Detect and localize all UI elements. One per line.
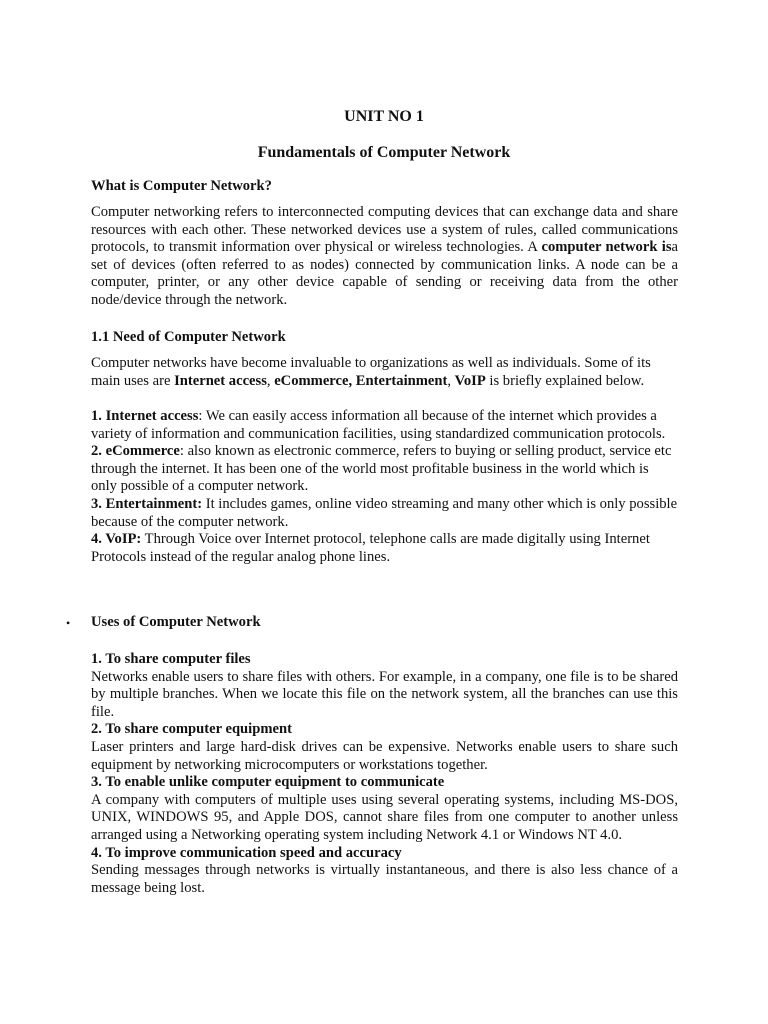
bullet-icon: •	[66, 616, 71, 630]
section-heading-need: 1.1 Need of Computer Network	[91, 329, 286, 345]
intro-bold-term: computer network is	[541, 239, 672, 256]
intro-text-2-lead: A	[527, 239, 542, 256]
document-title: Fundamentals of Computer Network	[257, 144, 511, 161]
need-item-label: 1. Internet access	[91, 408, 199, 424]
need-intro-paragraph	[91, 355, 678, 390]
intro-text-2-rest: a set of devices (often referred to as nodes) connected by communication links. A node can be a computer, printer, or any other device capable of sending or receiving data from the other node/device through the network.	[91, 239, 679, 308]
need-item-internet	[91, 408, 678, 443]
need-list	[91, 408, 678, 566]
unit-title: UNIT NO 1	[344, 108, 424, 125]
need-bold-ecommerce: eCommerce, Entertainment	[274, 372, 448, 389]
uses-item	[91, 845, 678, 898]
need-item-text: : also known as electronic commerce, refers to buying or selling product, service etc through the internet. It has been one of the world most profitable business in the world which is only possible of a computer network.	[91, 443, 672, 495]
uses-list	[91, 651, 678, 897]
uses-item-text: A company with computers of multiple uses using several operating systems, including MS-DOS, UNIX, WINDOWS 95, and Apple DOS, cannot share files from one computer to another unless arranged using a Networking operating system including Network 4.1 or Windows NT 4.0.	[91, 791, 678, 843]
uses-item-heading: 4. To improve communication speed and accuracy	[91, 844, 402, 861]
need-item-ecommerce	[91, 443, 678, 496]
uses-item	[91, 774, 678, 844]
need-sep-1: ,	[266, 372, 275, 389]
need-item-label: 2. eCommerce	[91, 443, 180, 460]
uses-item-heading: 3. To enable unlike computer equipment to communicate	[91, 774, 445, 791]
uses-item-text: Networks enable users to share files with others. For example, in a company, one file is to be shared by multiple branches. When we locate this file on the network system, all the branches can use this file.	[91, 668, 678, 720]
uses-item	[91, 651, 678, 721]
need-item-text: : We can easily access information all because of the internet which provides a variety of information and communication facilities, using standardized communication protocols.	[91, 408, 666, 442]
need-item-label: 3. Entertainment:	[91, 495, 203, 512]
need-sep-2: ,	[447, 372, 455, 389]
section-heading-what-is: What is Computer Network?	[91, 178, 272, 194]
intro-text-1: Computer networking refers to interconnected computing devices that can exchange data and share resources with each other. These networked devices use a system of rules, called communications protocols, to transmit information over physical or wireless technologies.	[91, 204, 678, 256]
uses-item-text: Laser printers and large hard-disk drives can be expensive. Networks enable users to share such equipment by networking microcomputers or workstations together.	[91, 738, 678, 773]
need-item-text: It includes games, online video streaming and many other which is only possible because of the computer network.	[91, 495, 678, 530]
need-item-voip	[91, 531, 678, 566]
uses-item	[91, 721, 678, 774]
need-item-text: Through Voice over Internet protocol, telephone calls are made digitally using Internet Protocols instead of the regular analog phone lines.	[91, 531, 650, 565]
uses-item-heading: 2. To share computer equipment	[91, 721, 292, 738]
intro-paragraph	[91, 204, 678, 310]
uses-item-text: Sending messages through networks is virtually instantaneous, and there is also less chance of a message being lost.	[91, 862, 678, 896]
need-bold-internet: Internet access	[174, 372, 267, 389]
need-item-entertainment	[91, 496, 678, 531]
need-bold-voip: VoIP	[454, 372, 486, 389]
need-intro-text-b: is briefly explained below.	[485, 372, 645, 389]
section-heading-uses: Uses of Computer Network	[91, 614, 261, 630]
need-intro-text-a: Computer networks have become invaluable to organizations as well as individuals. Some of its main uses are	[91, 355, 651, 389]
need-item-label: 4. VoIP:	[91, 531, 142, 548]
uses-item-heading: 1. To share computer files	[91, 651, 251, 667]
